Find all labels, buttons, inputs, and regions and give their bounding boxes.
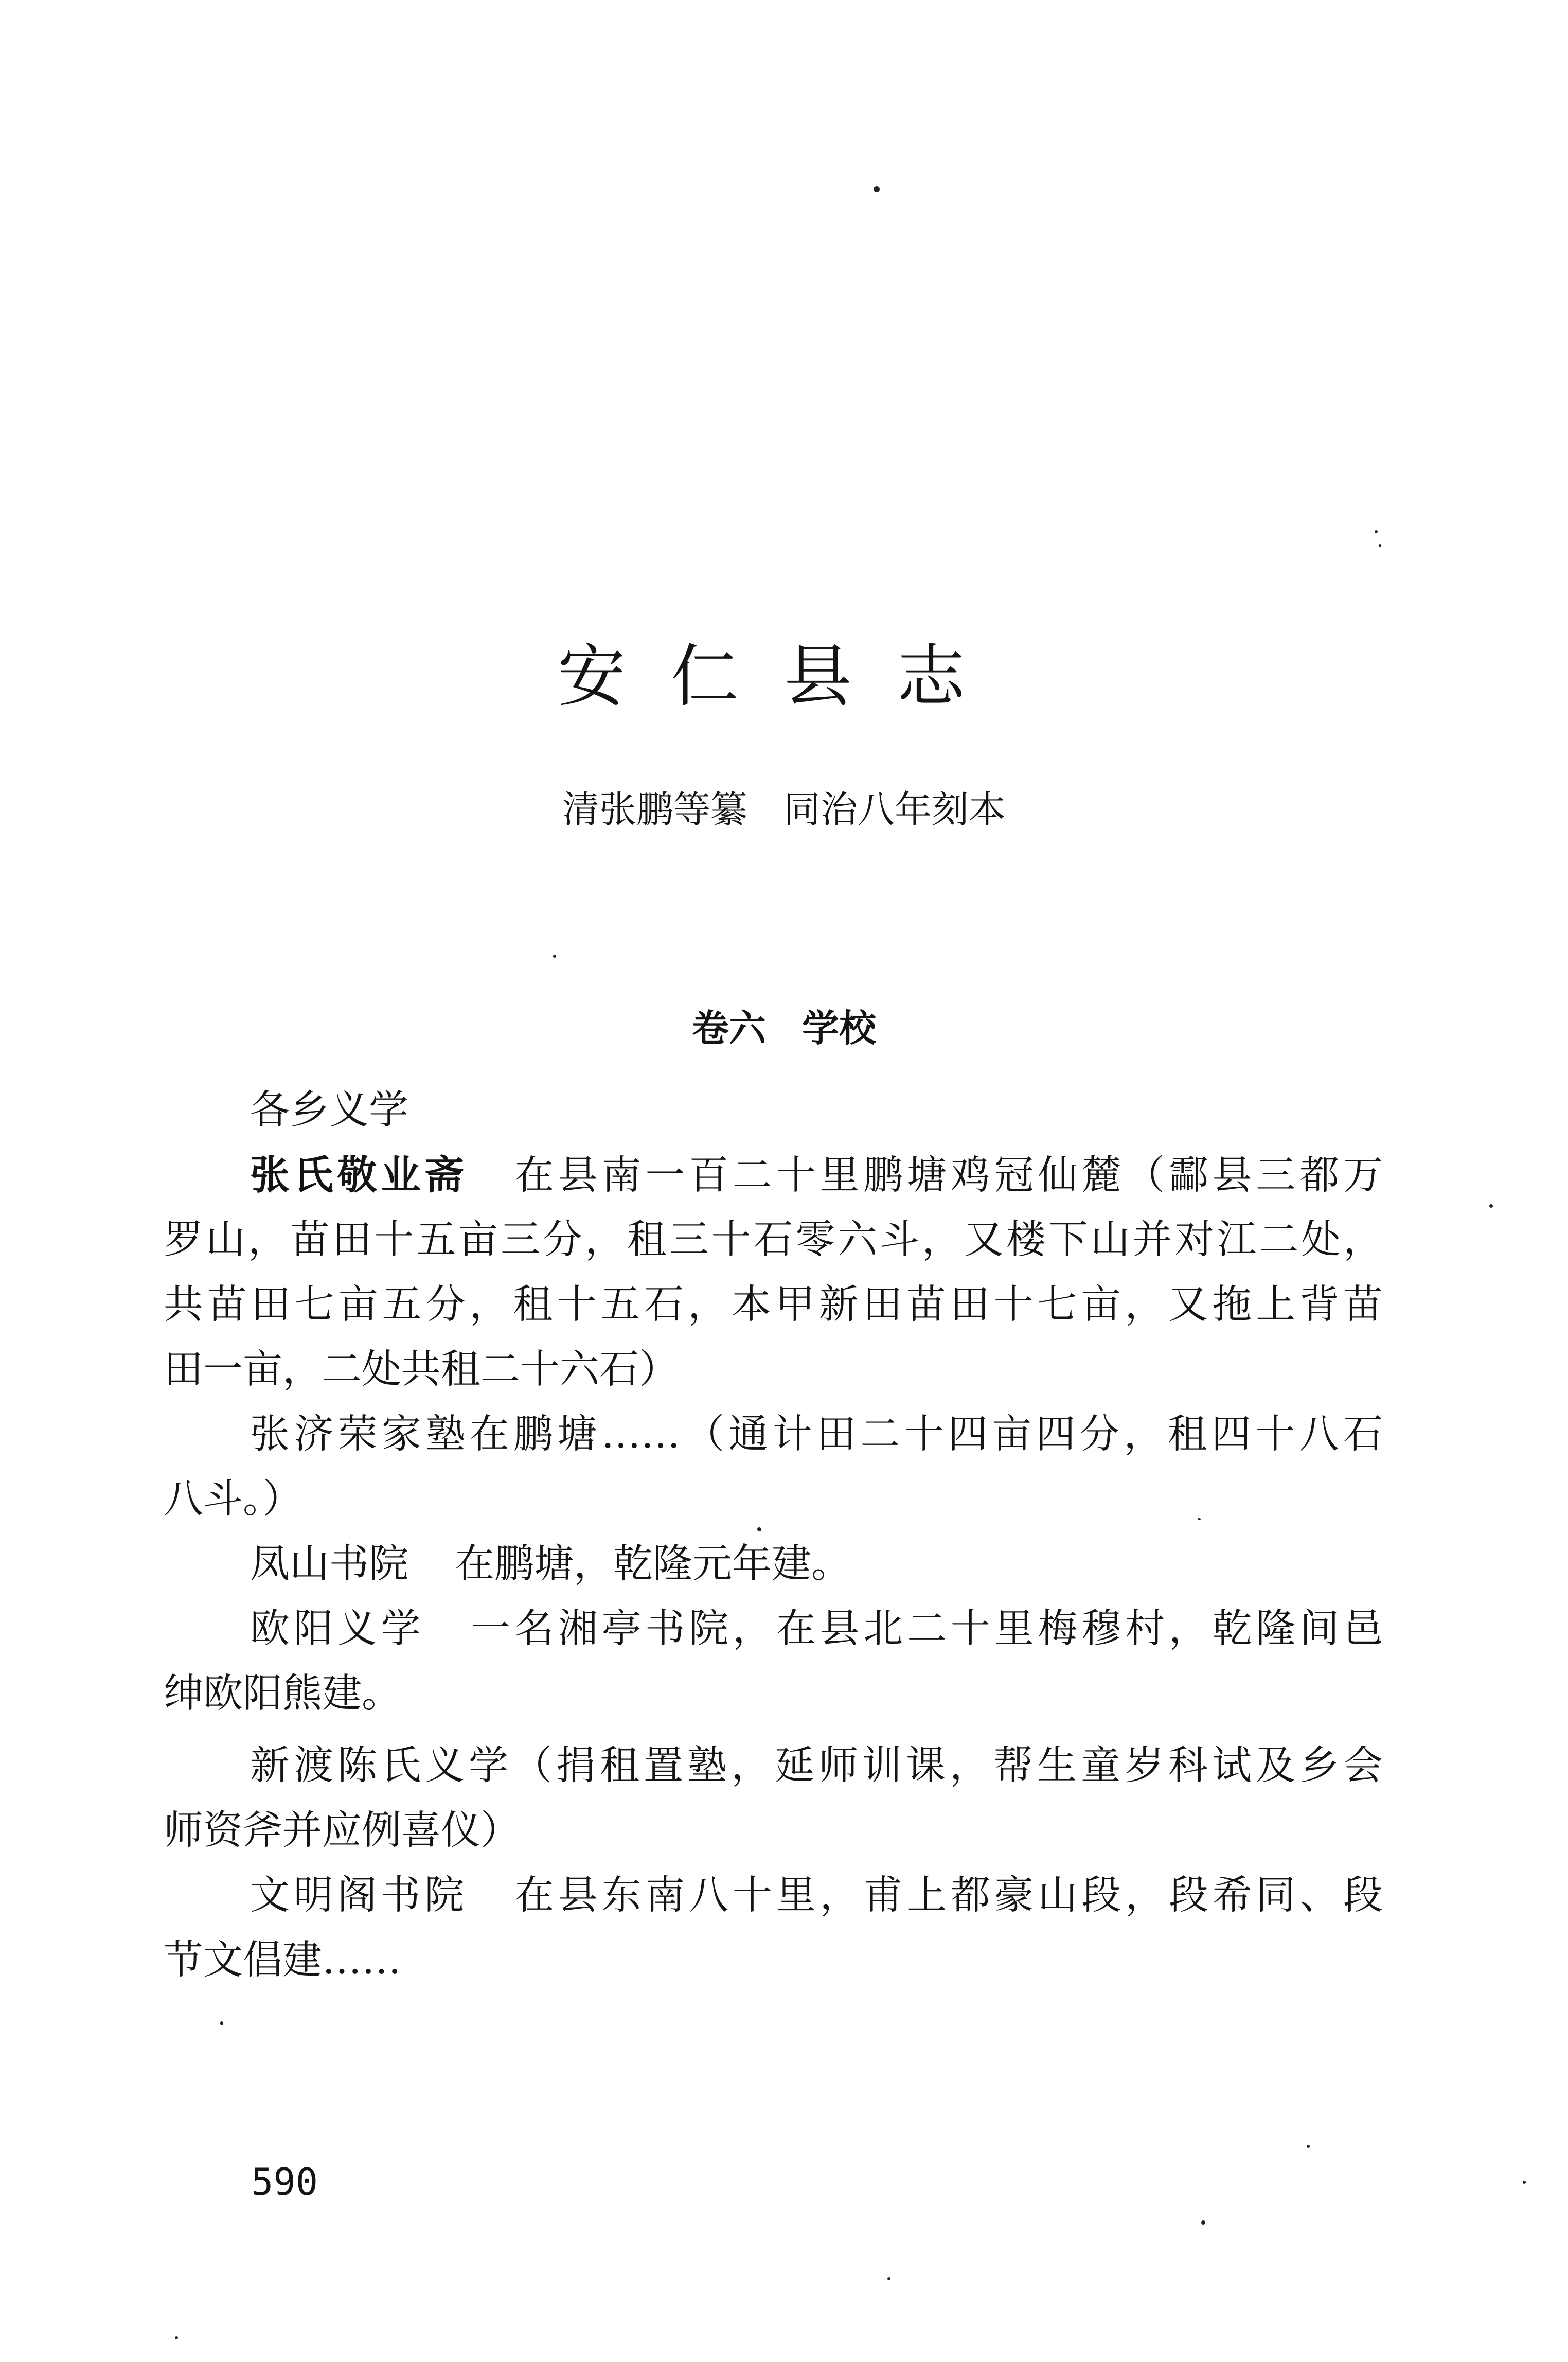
entry-heading: 各乡义学 — [250, 1087, 408, 1133]
paragraph-line — [164, 1662, 1383, 1726]
document-subtitle — [0, 785, 1568, 834]
paragraph-line — [164, 1467, 1383, 1532]
document-title: 安仁县志 — [558, 637, 1010, 716]
paragraph-line — [164, 1143, 1383, 1208]
scan-speck — [874, 186, 880, 192]
scan-speck — [220, 2021, 223, 2025]
paragraph-line — [164, 1734, 1383, 1799]
scan-speck — [1307, 2145, 1310, 2148]
section-heading — [0, 1003, 1568, 1053]
paragraph-line — [164, 1863, 1383, 1928]
paragraph-line — [164, 1208, 1383, 1273]
document-body — [164, 1078, 1383, 1993]
entry-text: 在鹏塘，乾隆元年建。 — [455, 1541, 851, 1587]
scan-speck — [1523, 2181, 1526, 2184]
entry-heading: 欧阳义学 — [250, 1606, 425, 1652]
entry-heading: 文明阁书院 — [250, 1873, 468, 1918]
entry-text: 一名湘亭书院，在县北二十里梅穆村，乾隆间邑 — [471, 1606, 1383, 1652]
paragraph-line — [164, 1928, 1383, 1993]
scan-speck — [1379, 544, 1381, 547]
scan-speck — [1375, 530, 1378, 533]
paragraph-line — [164, 1078, 1383, 1143]
scan-speck — [553, 955, 556, 958]
entry-text: 师资斧并应例喜仪） — [164, 1808, 520, 1854]
paragraph-line — [164, 1799, 1383, 1863]
entry-text: 罗山，苗田十五亩三分，租三十石零六斗，又楼下山并对江二处， — [164, 1217, 1383, 1263]
scan-speck — [1489, 1204, 1493, 1208]
entry-text: 共苗田七亩五分，租十五石，本甲新田苗田十七亩，又拖上背苗 — [164, 1282, 1383, 1328]
entry-text: 在县南一百二十里鹏塘鸡冠仙麓（酃县三都万 — [514, 1153, 1383, 1198]
scan-speck — [887, 2277, 890, 2280]
paragraph-line — [164, 1273, 1383, 1337]
scan-speck — [175, 2336, 178, 2339]
entry-text: 八斗。） — [164, 1476, 302, 1522]
edition-line: 同治八年刻本 — [783, 788, 1006, 831]
paragraph-line — [164, 1337, 1383, 1402]
entry-heading: 张氏敬业斋 — [250, 1152, 468, 1198]
entry-heading: 新渡陈氏义学 — [250, 1743, 512, 1789]
entry-text: 绅欧阳熊建。 — [164, 1671, 401, 1717]
entry-heading: 张济荣家塾 — [250, 1412, 470, 1457]
paragraph-line — [164, 1402, 1383, 1467]
paragraph-line — [164, 1532, 1383, 1597]
scan-speck — [1201, 2220, 1205, 2225]
entry-text: 田一亩，二处共租二十六石） — [164, 1347, 679, 1392]
paragraph-line — [164, 1597, 1383, 1662]
volume-label: 卷六 — [691, 1006, 766, 1050]
entry-text: （捐租置塾，延师训课，帮生童岁科试及乡会 — [512, 1743, 1383, 1789]
page-number: 590 — [251, 2160, 318, 2204]
topic-label: 学校 — [802, 1006, 877, 1050]
entry-text: 在鹏塘……（通计田二十四亩四分，租四十八石 — [469, 1412, 1383, 1457]
entry-text: 在县东南八十里，甫上都豪山段，段希同、段 — [514, 1873, 1383, 1918]
author-line: 清张鹏等纂 — [562, 788, 747, 831]
entry-heading: 凤山书院 — [250, 1541, 408, 1587]
entry-text: 节文倡建…… — [164, 1937, 401, 1983]
